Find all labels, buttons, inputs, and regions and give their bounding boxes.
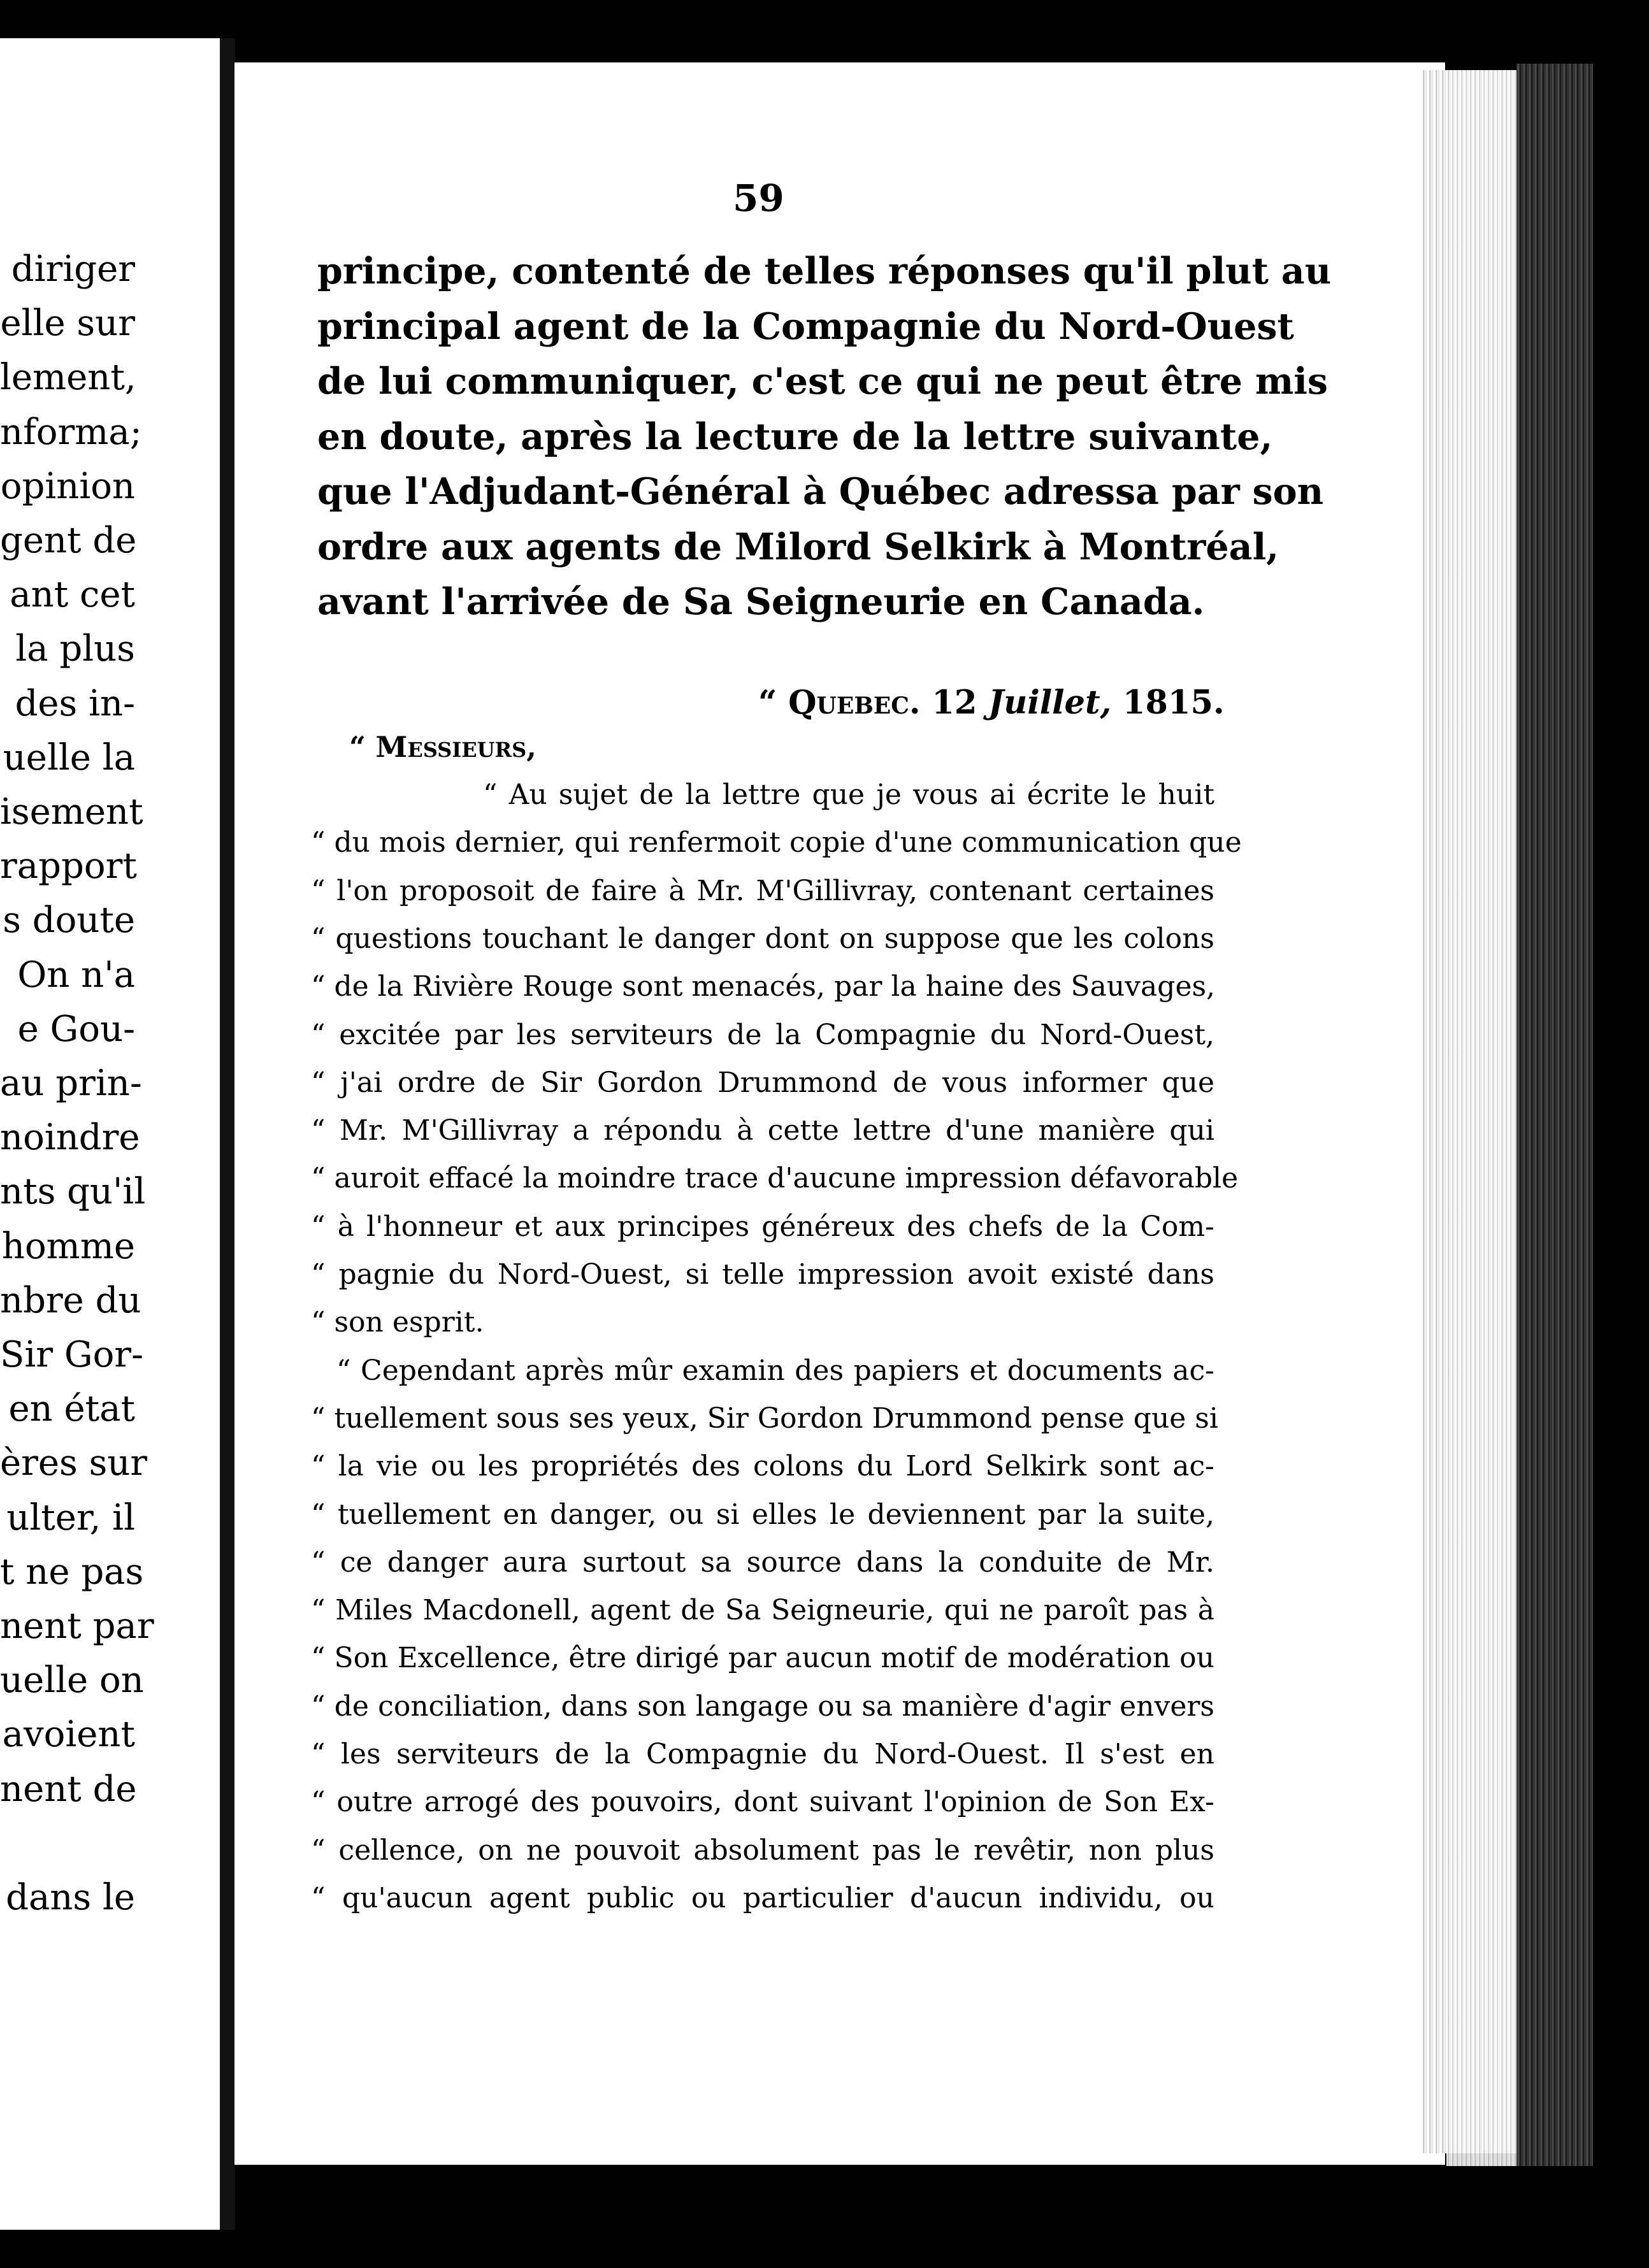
left-page-line: diriger [11, 248, 135, 290]
left-page-line: ant cet [10, 574, 135, 616]
left-page-line: des in- [15, 682, 135, 724]
left-page-line: nts qu'il [0, 1171, 146, 1213]
dateline-day: 12 [932, 684, 977, 722]
left-page-line: uelle la [3, 736, 135, 779]
body-line: ordre aux agents de Milord Selkirk à Montréal, [317, 525, 1279, 568]
left-page-line: s doute [3, 900, 135, 942]
left-page-line: isement [0, 791, 143, 833]
left-page-line: ères sur [0, 1442, 148, 1484]
letter-line: “ la vie ou les propriétés des colons du Lord Selkirk sont ac- [311, 1450, 1214, 1483]
letter-line: “ l'on proposoit de faire à Mr. M'Gillivray, contenant certaines [311, 874, 1214, 907]
left-page-line: gent de [0, 520, 137, 561]
binding-shadow [1516, 64, 1593, 2166]
left-page-line: lement, [0, 357, 136, 399]
left-page-line: nforma; [0, 411, 142, 453]
dateline-year: 1815. [1123, 684, 1225, 722]
letter-line: “ j'ai ordre de Sir Gordon Drummond de vous informer que [311, 1066, 1214, 1099]
letter-line: “ Au sujet de la lettre que je vous ai écrite le huit [483, 779, 1214, 811]
left-page-line: uelle on [0, 1660, 144, 1702]
left-page-line: ulter, il [6, 1496, 135, 1539]
body-line: de lui communiquer, c'est ce qui ne peut être mis [317, 360, 1328, 403]
left-page-line: au prin- [0, 1063, 142, 1104]
body-line: principal agent de la Compagnie du Nord-Ouest [317, 305, 1294, 348]
letter-line: “ excitée par les serviteurs de la Compagnie du Nord-Ouest, [311, 1018, 1214, 1051]
left-page-line: rapport [0, 845, 137, 887]
letter-line: “ de conciliation, dans son langage ou sa manière d'agir envers [311, 1690, 1214, 1723]
dateline-open-quote: “ [758, 684, 777, 722]
left-page-line: dans le [6, 1877, 135, 1918]
left-page-line: avoient [2, 1714, 135, 1756]
body-line: avant l'arrivée de Sa Seigneurie en Canada. [317, 580, 1205, 623]
left-page-line: e Gou- [17, 1008, 135, 1050]
letter-dateline [758, 684, 1225, 722]
letter-line: “ outre arrogé des pouvoirs, dont suivant l'opinion de Son Ex- [311, 1786, 1214, 1819]
dateline-month: Juillet, [988, 684, 1112, 722]
left-page-line: Sir Gor- [0, 1334, 143, 1375]
letter-line: “ tuellement en danger, ou si elles le deviennent par la suite, [311, 1498, 1214, 1531]
left-page-line: nent par [0, 1605, 154, 1647]
letter-line: “ Mr. M'Gillivray a répondu à cette lettre d'une manière qui [311, 1114, 1214, 1147]
letter-line: “ ce danger aura surtout sa source dans la conduite de Mr. [311, 1546, 1214, 1579]
dateline-place: Quebec. [788, 684, 921, 722]
letter-line: “ cellence, on ne pouvoit absolument pas le revêtir, non plus [311, 1834, 1214, 1867]
letter-line: “ Son Excellence, être dirigé par aucun motif de modération ou [311, 1642, 1214, 1675]
left-page-line: homme [1, 1225, 135, 1267]
letter-line: “ de la Rivière Rouge sont menacés, par la haine des Sauvages, [311, 970, 1216, 1003]
left-page-line: elle sur [0, 303, 135, 345]
page-number: 59 [733, 176, 784, 220]
letter-salutation: “ Messieurs, [349, 730, 536, 764]
body-line: en doute, après la lecture de la lettre suivante, [317, 415, 1273, 458]
letter-line: “ questions touchant le danger dont on suppose que les colons [311, 922, 1214, 955]
letter-line: “ Cependant après mûr examin des papiers et documents ac- [336, 1354, 1214, 1387]
left-page-line: On n'a [17, 954, 135, 996]
letter-line: “ qu'aucun agent public ou particulier d'aucun individu, ou [311, 1881, 1214, 1914]
left-page-line: la plus [15, 628, 135, 670]
left-page-line: opinion [0, 465, 135, 507]
left-page-line: t ne pas [0, 1551, 144, 1593]
left-page-line: nbre du [0, 1279, 141, 1321]
left-page-line: nent de [0, 1768, 137, 1810]
letter-line: “ du mois dernier, qui renfermoit copie d'une communication que [311, 826, 1242, 859]
letter-line: “ Miles Macdonell, agent de Sa Seigneurie, qui ne paroît pas à [311, 1594, 1214, 1627]
letter-line: “ à l'honneur et aux principes généreux des chefs de la Com- [311, 1210, 1214, 1243]
left-page-gutter [220, 38, 235, 2230]
left-page-line: noindre [0, 1117, 140, 1159]
body-line: principe, contenté de telles réponses qu'il plut au [317, 250, 1332, 292]
letter-line: “ pagnie du Nord-Ouest, si telle impression avoit existé dans [311, 1258, 1214, 1291]
letter-line: “ les serviteurs de la Compagnie du Nord-Ouest. Il s'est en [311, 1738, 1214, 1770]
letter-line: “ tuellement sous ses yeux, Sir Gordon Drummond pense que si [311, 1402, 1218, 1435]
left-page-line: en état [8, 1388, 135, 1430]
letter-line: “ auroit effacé la moindre trace d'aucune impression défavorable [311, 1162, 1239, 1195]
body-line: que l'Adjudant-Général à Québec adressa par son [317, 470, 1324, 513]
letter-line: “ son esprit. [311, 1306, 484, 1339]
